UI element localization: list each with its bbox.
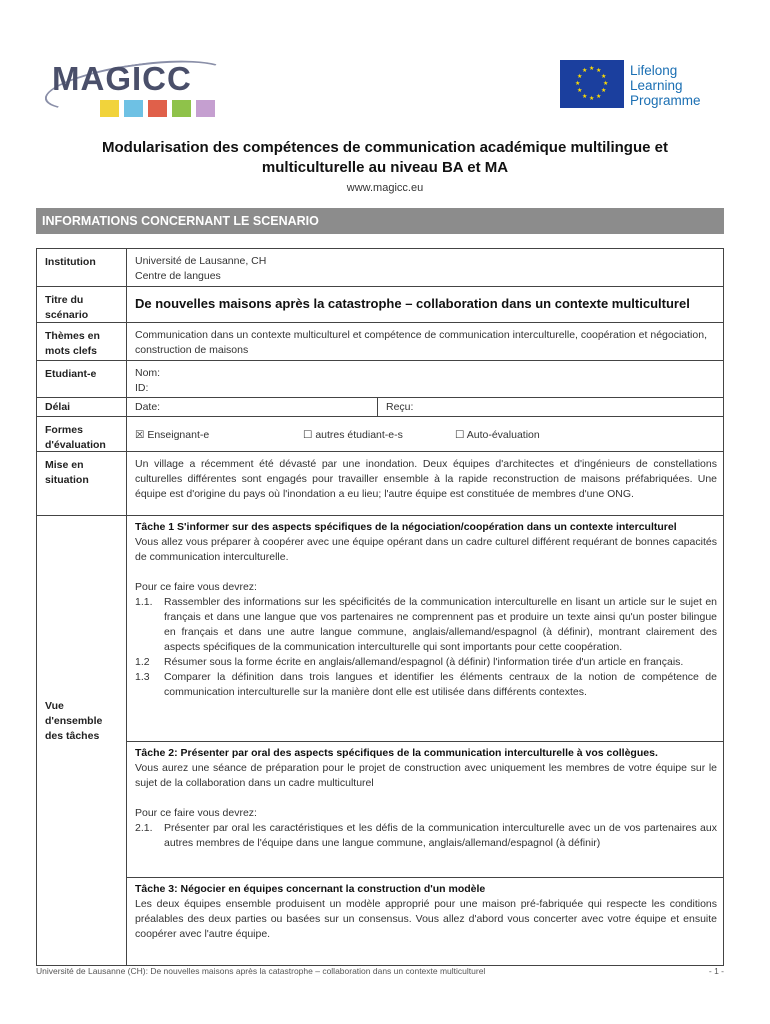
task-2-item: 2.1. Présenter par oral les caractéristiques et les défis de la communication interculturelle avec un de vos partenaires aux autres membres de l'équipe dans une langue commune, anglais/allemand/espagnol (à définir): [135, 822, 717, 849]
row-mise: [37, 451, 723, 516]
website-link[interactable]: www.magicc.eu: [346, 182, 424, 194]
label-mise: Mise en situation: [37, 452, 127, 516]
label-institution: Institution: [37, 249, 127, 286]
checkbox-autres-etudiants[interactable]: ☐ autres étudiant-e-s: [303, 429, 403, 441]
task-2-title: Tâche 2: Présenter par oral des aspects spécifiques de la communication interculturelle à vos collègues.: [135, 747, 658, 759]
row-etudiant: [37, 360, 723, 398]
logo-square-red: [148, 100, 167, 117]
value-formes: [127, 417, 723, 443]
row-titre: [37, 286, 723, 323]
page-number: - 1 -: [708, 966, 724, 976]
logo-square-blue: [124, 100, 143, 117]
llp-logo-text: Lifelong Learning Programme: [630, 63, 701, 108]
label-titre: Titre du scénario: [37, 287, 127, 323]
task-1-item: 1.2 Résumer sous la forme écrite en anglais/allemand/espagnol (à définir) l'information tirée d'un article en français.: [135, 656, 684, 668]
llp-logo: [560, 60, 730, 112]
task-2: [127, 741, 723, 882]
eu-flag-icon: ★ ★ ★ ★ ★ ★ ★ ★ ★ ★ ★ ★: [560, 60, 624, 108]
task-1-intro: Vous allez vous préparer à coopérer avec une équipe opérant dans un cadre culturel différent requérant de bonnes capacités de communication interculturelle.: [135, 536, 717, 563]
task-3-intro: Les deux équipes ensemble produisent un modèle approprié pour une maison pré-fabriquée qui respecte les conditions préalables des deux parties ou basées sur un consensus. Vous allez d'abord vous concerter avec votre équipe et ensuite coopérer avec l'autre équipe.: [135, 898, 717, 940]
value-institution: Université de Lausanne, CH Centre de langues: [135, 255, 267, 282]
label-vue: Vue d'ensemble des tâches: [37, 516, 127, 966]
logo-square-purple: [196, 100, 215, 117]
task-2-lead: Pour ce faire vous devrez:: [135, 807, 257, 819]
task-2-intro: Vous aurez une séance de préparation pour le projet de construction avec uniquement les membres de votre équipe sur le sujet de la collaboration dans un cadre multiculturel: [135, 762, 717, 789]
label-etudiant: Etudiant-e: [37, 361, 127, 398]
task-1-title: Tâche 1 S'informer sur des aspects spécifiques de la négociation/coopération dans un contexte interculturel: [135, 521, 677, 533]
row-vue: [37, 515, 723, 966]
footer-text: Université de Lausanne (CH): De nouvelles maisons après la catastrophe – collaboration dans un contexte multiculturel: [36, 966, 486, 976]
row-formes: [37, 416, 723, 452]
checkbox-auto-evaluation[interactable]: ☐ Auto-évaluation: [455, 429, 540, 441]
date-field[interactable]: Date:: [135, 401, 161, 413]
task-1-lead: Pour ce faire vous devrez:: [135, 581, 257, 593]
logo-square-green: [172, 100, 191, 117]
magicc-logo: [44, 60, 234, 118]
section-header: INFORMATIONS CONCERNANT LE SCENARIO: [36, 208, 724, 234]
task-1-item: 1.1. Rassembler des informations sur les spécificités de la communication interculturelle en lisant un article sur le sujet en français et dans une langue que vos partenaires ne comprennent pas et produire un texte ainsi qu'un poster bilingue en français et dans une autre langue commune, anglais/allemand/espagnol (à définir), montrant clairement des aspects spécifiques de la communication interculturelle qui sont importants pour cette coopération.: [135, 596, 717, 653]
task-1-item: 1.3 Comparer la définition dans trois langues et identifier les éléments centraux de la notion de compétence de communication interculturelle sur la manière dont elle est utilisée dans différents contextes.: [135, 671, 717, 698]
document-title: Modularisation des compétences de communication académique multilingue et multiculturelle au niveau BA et MA: [102, 139, 668, 176]
label-themes: Thèmes en mots clefs: [37, 323, 127, 361]
value-etudiant: [127, 361, 723, 396]
task-3: [127, 877, 723, 971]
row-delai: [37, 397, 723, 417]
task-3-title: Tâche 3: Négocier en équipes concernant la construction d'un modèle: [135, 883, 486, 895]
scenario-table: [36, 248, 724, 966]
row-themes: [37, 322, 723, 361]
value-mise: Un village a récemment été dévasté par une inondation. Deux équipes d'architectes et d'ingénieurs de constellations culturelles différentes sont engagés pour travailler ensemble à la rapide reconstruction de maisons préfabriquées. Une équipe est d'origine du pays où l'inondation a eu lieu; l'autre équipe est constituée de membres d'une ONG.: [135, 458, 717, 500]
label-delai: Délai: [37, 398, 127, 417]
checkbox-enseignant[interactable]: ☒ Enseignant-e: [135, 429, 210, 441]
nom-field[interactable]: Nom:: [135, 367, 161, 379]
recu-field[interactable]: Reçu:: [386, 401, 414, 413]
value-titre: De nouvelles maisons après la catastrophe – collaboration dans un contexte multiculturel: [135, 296, 690, 311]
id-field[interactable]: ID:: [135, 382, 149, 394]
value-themes: Communication dans un contexte multiculturel et compétence de communication interculturelle, coopération et négociation, construction de maisons: [135, 329, 707, 356]
label-formes: Formes d'évaluation: [37, 417, 127, 452]
row-institution: [37, 249, 723, 286]
magicc-logo-text: MAGICC: [52, 60, 192, 97]
logo-square-yellow: [100, 100, 119, 117]
task-1: [127, 516, 723, 745]
